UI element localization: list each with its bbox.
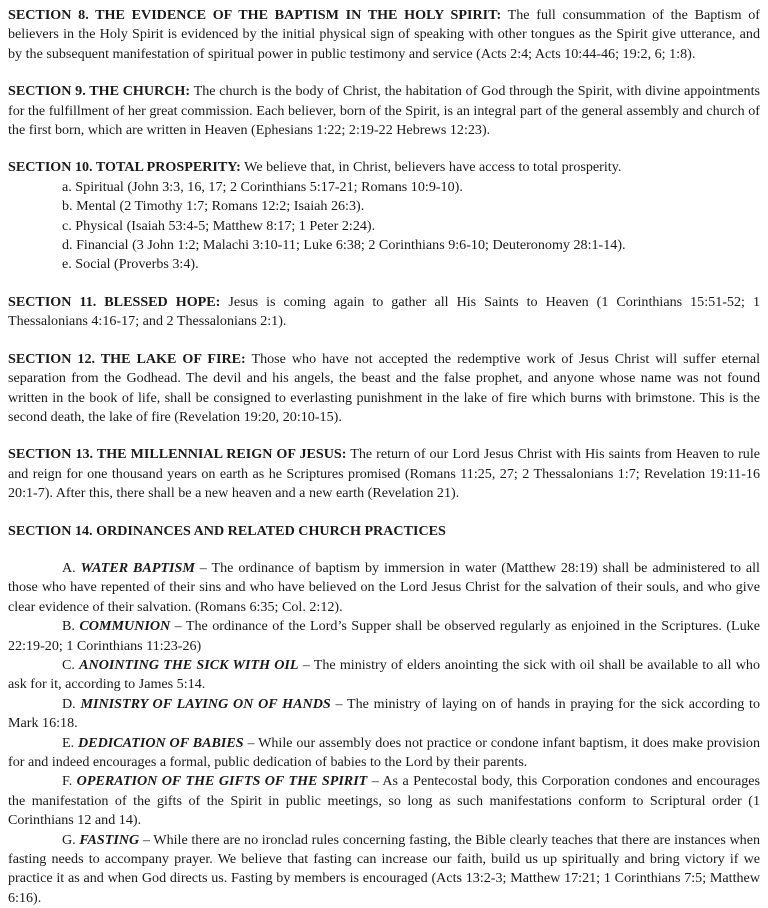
- section-9: [8, 82, 760, 140]
- ordinance-laying-on-of-hands: [8, 695, 760, 734]
- section-text: The full consummation of the Baptism of believers in the Holy Spirit is evidenced by the initial physical sign of speaking with other tongues as the Spirit give utterance, and by the subsequent manifestation of spiritual power in public testimony and service (Acts 2:4; Acts 10:44-46; 19:2, 6; 1:8).: [8, 7, 760, 62]
- ordinance-title: WATER BAPTISM: [80, 559, 195, 576]
- section-14: [8, 522, 760, 541]
- list-item: a. Spiritual (John 3:3, 16, 17; 2 Corinthians 5:17-21; Romans 10:9-10).: [62, 178, 463, 195]
- ordinance-text: – The ministry of elders anointing the sick with oil shall be available to all who ask for it, according to James 5:14.: [8, 656, 760, 693]
- ordinance-title: MINISTRY OF LAYING ON OF HANDS: [80, 695, 331, 712]
- ordinance-communion: [8, 617, 760, 656]
- ordinance-title: DEDICATION OF BABIES: [77, 734, 244, 751]
- ordinances-list: [8, 559, 760, 908]
- ordinance-text: – The ordinance of the Lord’s Supper shall be observed regularly as enjoined in the Scriptures. (Luke 22:19-20; 1 Corinthians 11:23-26): [8, 618, 760, 654]
- ordinance-dedication-of-babies: [8, 734, 760, 773]
- ordinance-letter: E.: [62, 734, 75, 751]
- section-heading: SECTION 9. THE CHURCH:: [8, 83, 191, 100]
- ordinance-title: OPERATION OF THE GIFTS OF THE SPIRIT: [76, 773, 368, 790]
- section-text: Jesus is coming again to gather all His Saints to Heaven (1 Corinthians 15:51-52; 1 Thessalonians 4:16-17; and 2 Thessalonians 2:1).: [8, 293, 760, 330]
- section-text: Those who have not accepted the redemptive work of Jesus Christ will suffer eternal separation from the Godhead. The devil and his angels, the beast and the false prophet, and anyone whose name was not found written in the book of life, shall be consigned to everlasting punishment in the lake of fire which burns with brimstone. This is the second death, the lake of fire (Revelation 19:20, 20:10-15).: [8, 350, 761, 425]
- ordinance-title: COMMUNION: [79, 618, 171, 635]
- ordinance-text: – The ministry of laying on of hands in praying for the sick according to Mark 16:18.: [8, 695, 760, 732]
- ordinance-water-baptism: [8, 559, 760, 617]
- ordinance-anointing-the-sick: [8, 656, 760, 695]
- ordinance-title: FASTING: [79, 831, 140, 848]
- ordinance-letter: D.: [62, 695, 76, 712]
- ordinance-letter: G.: [62, 831, 76, 848]
- section-heading: SECTION 10. TOTAL PROSPERITY:: [8, 159, 241, 176]
- ordinance-text: – While there are no ironclad rules concerning fasting, the Bible clearly teaches that there are instances when fasting needs to accompany prayer. We believe that fasting can increase our faith, build us up spiritually and bring victory if we practice it as and when God directs us. Fasting by members is encouraged (Acts 13:2-3; Matthew 17:21; 1 Corinthians 7:5; Matthew 6:16).: [8, 831, 761, 906]
- document-page: [8, 6, 760, 908]
- section-heading: SECTION 8. THE EVIDENCE OF THE BAPTISM IN THE HOLY SPIRIT:: [8, 7, 502, 23]
- section-heading: SECTION 11. BLESSED HOPE:: [8, 293, 221, 310]
- ordinance-letter: F.: [62, 773, 73, 790]
- list-item: c. Physical (Isaiah 53:4-5; Matthew 8:17; 1 Peter 2:24).: [62, 217, 376, 234]
- section-11: [8, 293, 760, 332]
- section-12: [8, 350, 760, 428]
- ordinance-fasting: [8, 831, 760, 908]
- list-item: e. Social (Proverbs 3:4).: [62, 256, 199, 273]
- ordinance-text: – The ordinance of baptism by immersion in water (Matthew 28:19) shall be administered to all those who have repented of their sins and who have believed on the Lord Jesus Christ for the salvation of their souls, and who give clear evidence of their salvation. (Romans 6:35; Col. 2:12).: [8, 559, 760, 615]
- ordinance-letter: A.: [62, 559, 76, 576]
- section-text: We believe that, in Christ, believers have access to total prosperity.: [244, 159, 622, 176]
- ordinance-text: – While our assembly does not practice or condone infant baptism, it does make provision for and indeed encourages a formal, public dedication of babies to the Lord by their parents.: [8, 734, 760, 770]
- section-13: [8, 445, 760, 503]
- section-8: [8, 6, 760, 64]
- section-heading: SECTION 12. THE LAKE OF FIRE:: [8, 350, 246, 367]
- ordinance-title: ANOINTING THE SICK WITH OIL: [79, 656, 299, 673]
- section-10: [8, 158, 760, 177]
- section-text: The return of our Lord Jesus Christ with His saints from Heaven to rule and reign for one thousand years on earth as he Scriptures promised (Romans 11:25, 27; 2 Thessalonians 1:7; Revelation 19:11-16 20:1-7). After this, there shall be a new heaven and a new earth (Revelation 21).: [8, 446, 760, 502]
- section-heading: SECTION 13. THE MILLENNIAL REIGN OF JESUS:: [8, 446, 347, 463]
- ordinance-gifts-of-the-spirit: [8, 772, 760, 830]
- section-text: The church is the body of Christ, the habitation of God through the Spirit, with divine appointments for the fulfillment of her great commission. Each believer, born of the Spirit, is an integral part of the general assembly and church of the first born, which are written in Heaven (Ephesians 1:22; 2:19-22 Hebrews 12:23).: [8, 83, 760, 139]
- ordinance-letter: B.: [62, 618, 75, 635]
- prosperity-list: [8, 178, 760, 275]
- list-item: b. Mental (2 Timothy 1:7; Romans 12:2; Isaiah 26:3).: [62, 198, 365, 215]
- ordinance-text: – As a Pentecostal body, this Corporation condones and encourages the manifestation of the gifts of the Spirit in public meetings, so long as such manifestations conform to Scriptural order (1 Corinthians 12 and 14).: [8, 773, 760, 829]
- ordinance-letter: C.: [62, 656, 75, 673]
- list-item: d. Financial (3 John 1:2; Malachi 3:10-11; Luke 6:38; 2 Corinthians 9:6-10; Deuteronomy 28:1-14).: [62, 237, 626, 254]
- section-heading: SECTION 14. ORDINANCES AND RELATED CHURCH PRACTICES: [8, 522, 446, 539]
